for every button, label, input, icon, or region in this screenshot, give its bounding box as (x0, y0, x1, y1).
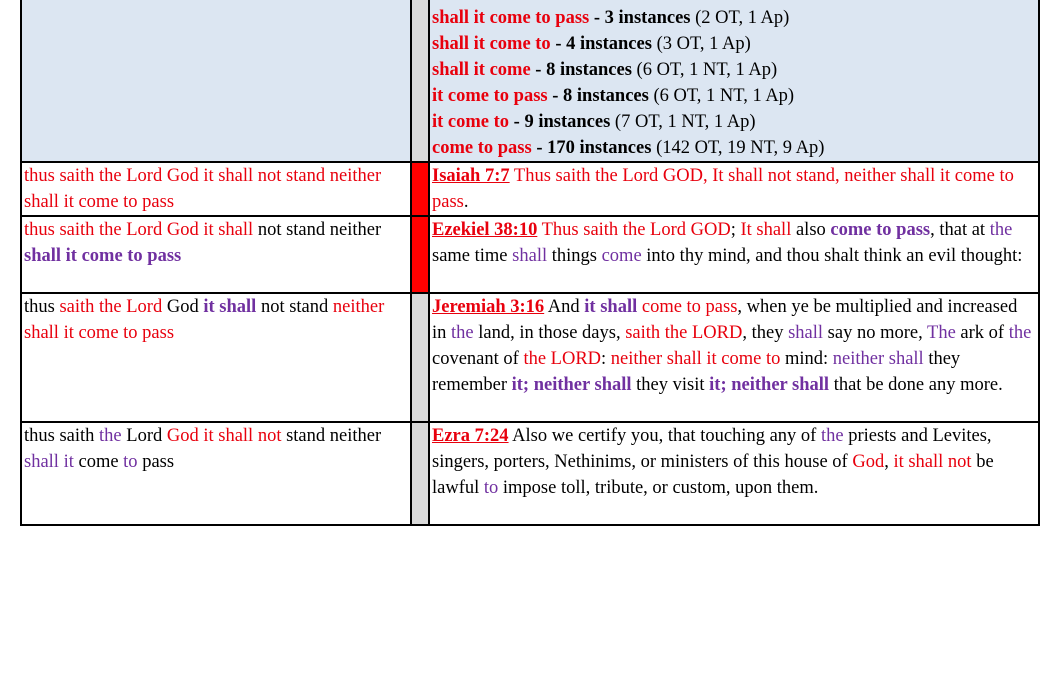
text-segment: (7 OT, 1 NT, 1 Ap) (610, 112, 756, 132)
verse-segment: it; neither shall (511, 375, 632, 395)
phrase-segment: God (162, 297, 204, 317)
text-segment: (6 OT, 1 NT, 1 Ap) (648, 86, 795, 106)
verse-segment: The (927, 323, 956, 343)
table-row (21, 422, 1039, 525)
summary-row (21, 0, 1039, 162)
verse-reference-link[interactable]: Ezra 7:24 (432, 426, 509, 446)
verse-segment: Thus saith the Lord GOD, It shall not stand, neither shall it come to pass (432, 166, 1014, 212)
phrase-cell (21, 293, 411, 422)
text-segment: shall it come (432, 60, 531, 80)
verse-segment: they remember (432, 349, 961, 395)
phrase-segment: thus saith the Lord God it shall not stand neither shall it come to pass (24, 166, 382, 212)
summary-line (432, 5, 1036, 31)
summary-list (432, 5, 1036, 161)
text-segment: (2 OT, 1 Ap) (690, 8, 790, 28)
verse-segment: neither shall (832, 349, 924, 369)
verse-cell (429, 216, 1039, 293)
verse-segment: it; neither shall (709, 375, 830, 395)
text-segment: (142 OT, 19 NT, 9 Ap) (651, 138, 825, 158)
verse-segment: come to pass (830, 220, 931, 240)
match-marker (411, 293, 429, 422)
phrase-segment: God it shall not (166, 426, 282, 446)
verse-segment: , (884, 452, 894, 472)
verse-segment: saith the LORD (625, 323, 743, 343)
verse-cell (429, 293, 1039, 422)
summary-line (432, 135, 1036, 161)
summary-line (432, 109, 1036, 135)
verse-segment: priests and Levites, singers, porters, Nethinims, or ministers of this house of (432, 426, 992, 472)
verse-segment: to (483, 478, 499, 498)
verse-segment: mind: (780, 349, 833, 369)
verse-segment: be lawful (432, 452, 994, 498)
verse-segment: it shall (584, 297, 638, 317)
text-segment: shall it come to pass (432, 8, 590, 28)
phrase-segment: it shall (203, 297, 257, 317)
summary-cell (429, 0, 1039, 162)
verse-segment: . (463, 192, 469, 212)
summary-left-cell (21, 0, 411, 162)
text-segment: (6 OT, 1 NT, 1 Ap) (631, 60, 778, 80)
verse-segment: shall (512, 246, 548, 266)
phrase-segment: saith the Lord (59, 297, 163, 317)
text-segment: shall it come to (432, 34, 551, 54)
phrase-segment: not stand neither (253, 220, 382, 240)
phrase-segment: Lord (121, 426, 167, 446)
summary-marker-cell (411, 0, 429, 162)
verse-segment: the LORD (523, 349, 602, 369)
verse-segment: : (601, 349, 611, 369)
phrase-segment: thus (24, 297, 60, 317)
summary-line (432, 83, 1036, 109)
table-row (21, 162, 1039, 216)
phrase-segment: pass (137, 452, 175, 472)
verse-segment: that be done any more. (829, 375, 1003, 395)
summary-line (432, 31, 1036, 57)
text-segment: - 3 instances (589, 8, 691, 28)
verse-segment: things (547, 246, 602, 266)
phrase-cell (21, 162, 411, 216)
text-segment: - 170 instances (531, 138, 652, 158)
verse-segment: , that at (930, 220, 990, 240)
text-segment: - 4 instances (550, 34, 652, 54)
phrase-segment: the (99, 426, 122, 446)
match-marker (411, 162, 429, 216)
verse-segment: impose toll, tribute, or custom, upon them. (498, 478, 819, 498)
verse-segment: also (791, 220, 831, 240)
phrase-segment: neither shall it come to pass (24, 297, 385, 343)
verse-segment: neither shall it come to (610, 349, 781, 369)
verse-segment: same time (432, 246, 513, 266)
verse-segment: the (820, 426, 844, 446)
phrase-segment: to (123, 452, 138, 472)
verse-segment: the (1008, 323, 1032, 343)
phrase-segment: stand neither (281, 426, 382, 446)
verse-segment: covenant of (432, 349, 524, 369)
verse-cell (429, 162, 1039, 216)
verse-segment: come (601, 246, 642, 266)
text-segment: - 8 instances (530, 60, 632, 80)
table-row (21, 216, 1039, 293)
text-segment: it come to (432, 112, 510, 132)
verse-segment: ark of (955, 323, 1009, 343)
verse-segment: say no more, (823, 323, 928, 343)
phrase-segment: thus saith the Lord God it shall (24, 220, 254, 240)
verse-reference-link[interactable]: Ezekiel 38:10 (432, 220, 538, 240)
verse-segment: ; (730, 220, 741, 240)
text-segment: - 8 instances (547, 86, 649, 106)
phrase-segment: shall it (24, 452, 74, 472)
verse-segment: And (544, 297, 585, 317)
text-segment: come to pass (432, 138, 532, 158)
text-segment: - 9 instances (509, 112, 611, 132)
text-segment: (3 OT, 1 Ap) (651, 34, 751, 54)
phrase-cell (21, 422, 411, 525)
phrase-segment: shall it come to pass (24, 246, 182, 266)
verse-segment: into thy mind, and thou shalt think an evil thought: (641, 246, 1023, 266)
verse-segment: land, in those days, (473, 323, 626, 343)
verse-segment: the (451, 323, 474, 343)
match-marker (411, 422, 429, 525)
verse-segment: It shall (740, 220, 792, 240)
verse-cell (429, 422, 1039, 525)
verse-segment: God (852, 452, 885, 472)
verse-segment: shall (788, 323, 824, 343)
phrase-cell (21, 216, 411, 293)
phrase-segment: thus saith (24, 426, 100, 446)
verse-reference-link[interactable]: Jeremiah 3:16 (432, 297, 545, 317)
phrase-segment: come (73, 452, 124, 472)
verse-segment: come to pass (641, 297, 738, 317)
summary-line (432, 57, 1036, 83)
verse-reference-link[interactable]: Isaiah 7:7 (432, 166, 510, 186)
verse-segment: it shall not (893, 452, 972, 472)
verse-segment: they visit (631, 375, 710, 395)
verse-segment: , they (742, 323, 789, 343)
verse-segment: Thus saith the Lord GOD (537, 220, 731, 240)
verse-segment: the (989, 220, 1013, 240)
verse-segment: Also we certify you, that touching any of (508, 426, 821, 446)
match-marker (411, 216, 429, 293)
phrase-segment: not stand (256, 297, 333, 317)
table-row (21, 293, 1039, 422)
text-segment: it come to pass (432, 86, 548, 106)
verse-segment: , when ye be multiplied and increased in (432, 297, 1018, 343)
comparison-table (20, 0, 1040, 526)
